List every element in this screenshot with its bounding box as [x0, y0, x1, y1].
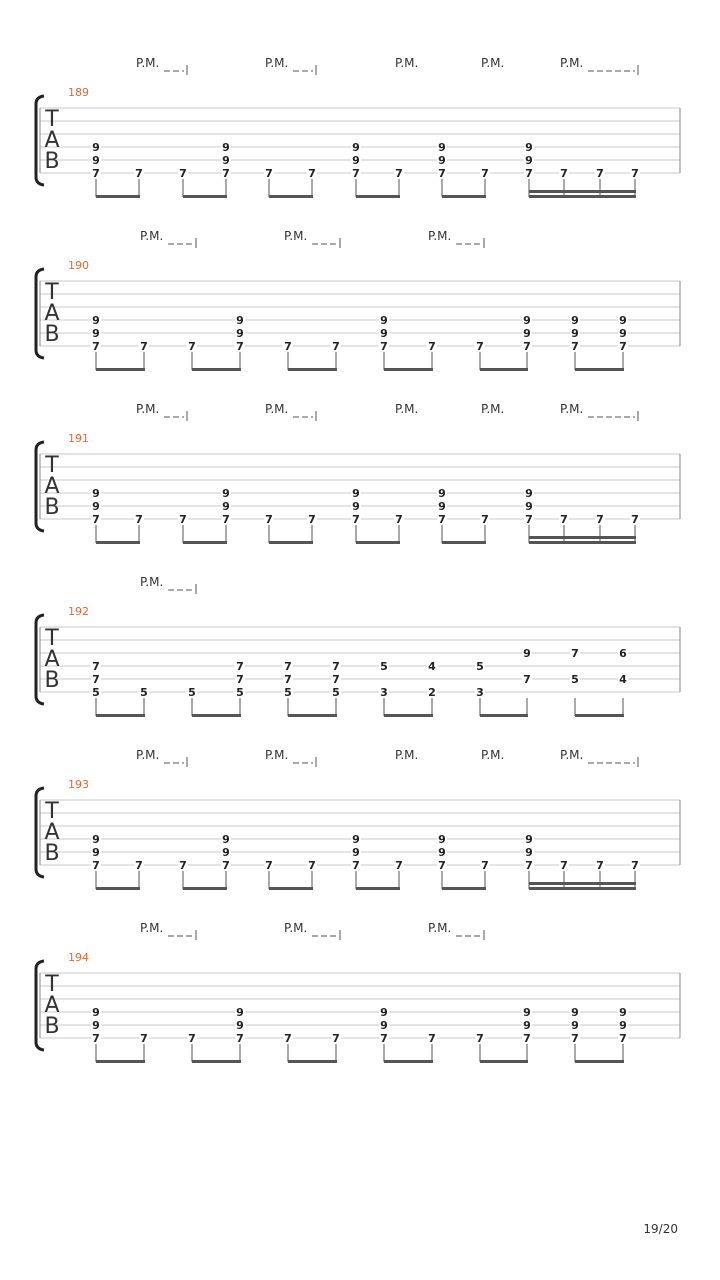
tab-clef-letter: B	[44, 841, 60, 866]
tab-clef-letter: A	[44, 820, 60, 845]
tab-clef-letter: B	[44, 322, 60, 347]
fret-number: 7	[380, 1032, 388, 1045]
fret-number: 7	[265, 167, 273, 180]
palm-mute-label: P.M.	[265, 748, 289, 762]
palm-mute-label: P.M.	[481, 748, 505, 762]
fret-number: 7	[438, 859, 446, 872]
beam	[442, 887, 486, 890]
tab-clef-letter: T	[45, 626, 59, 651]
measure-number: 191	[68, 432, 89, 445]
fret-number: 9	[525, 500, 533, 513]
fret-number: 7	[179, 513, 187, 526]
beam	[183, 541, 227, 544]
beam	[529, 536, 636, 539]
fret-number: 7	[596, 513, 604, 526]
palm-mute-label: P.M.	[395, 402, 419, 416]
fret-number: 9	[352, 487, 360, 500]
measure-number: 192	[68, 605, 89, 618]
tab-clef-letter: B	[44, 149, 60, 174]
fret-number: 9	[92, 327, 100, 340]
fret-number: 9	[523, 647, 531, 660]
fret-number: 7	[352, 513, 360, 526]
fret-number: 7	[631, 859, 639, 872]
palm-mute-label: P.M.	[140, 229, 164, 243]
palm-mute-label: P.M.	[560, 748, 584, 762]
fret-number: 7	[481, 167, 489, 180]
tab-system-191	[36, 402, 680, 544]
beam	[356, 541, 400, 544]
beam	[269, 887, 313, 890]
fret-number: 7	[631, 513, 639, 526]
tab-clef-letter: B	[44, 1014, 60, 1039]
beam	[288, 1060, 337, 1063]
tab-clef-letter: T	[45, 799, 59, 824]
fret-number: 7	[438, 513, 446, 526]
tab-system-193	[36, 748, 680, 890]
fret-number: 3	[380, 686, 388, 699]
fret-number: 9	[525, 846, 533, 859]
palm-mute-label: P.M.	[428, 229, 452, 243]
beam	[575, 714, 624, 717]
fret-number: 7	[560, 167, 568, 180]
fret-number: 9	[571, 1019, 579, 1032]
palm-mute-label: P.M.	[284, 921, 308, 935]
fret-number: 9	[438, 487, 446, 500]
fret-number: 7	[135, 859, 143, 872]
beam	[96, 368, 145, 371]
beam	[384, 1060, 433, 1063]
beam	[192, 1060, 241, 1063]
fret-number: 9	[92, 1019, 100, 1032]
fret-number: 7	[284, 673, 292, 686]
fret-number: 7	[92, 1032, 100, 1045]
fret-number: 7	[222, 859, 230, 872]
fret-number: 9	[352, 154, 360, 167]
fret-number: 9	[222, 141, 230, 154]
beam	[529, 887, 636, 890]
fret-number: 9	[525, 154, 533, 167]
beam	[575, 1060, 624, 1063]
fret-number: 9	[92, 154, 100, 167]
fret-number: 7	[284, 1032, 292, 1045]
fret-number: 7	[525, 167, 533, 180]
beam	[183, 887, 227, 890]
beam	[356, 195, 400, 198]
fret-number: 9	[92, 314, 100, 327]
beam	[96, 1060, 145, 1063]
tab-clef-letter: T	[45, 280, 59, 305]
tab-clef-letter: B	[44, 495, 60, 520]
measure-number: 194	[68, 951, 89, 964]
fret-number: 9	[380, 1006, 388, 1019]
tab-clef-letter: A	[44, 301, 60, 326]
beam	[269, 541, 313, 544]
fret-number: 9	[525, 487, 533, 500]
fret-number: 7	[332, 1032, 340, 1045]
fret-number: 7	[284, 660, 292, 673]
fret-number: 7	[523, 340, 531, 353]
tab-clef-letter: T	[45, 972, 59, 997]
tab-system-192	[36, 575, 680, 717]
beam	[442, 541, 486, 544]
palm-mute-label: P.M.	[395, 56, 419, 70]
fret-number: 9	[222, 500, 230, 513]
fret-number: 6	[619, 647, 627, 660]
fret-number: 9	[619, 327, 627, 340]
beam	[480, 714, 528, 717]
fret-number: 7	[188, 340, 196, 353]
fret-number: 9	[438, 500, 446, 513]
tab-clef-letter: T	[45, 107, 59, 132]
tab-clef-letter: T	[45, 453, 59, 478]
beam	[480, 1060, 528, 1063]
fret-number: 7	[284, 340, 292, 353]
beam	[96, 541, 140, 544]
fret-number: 5	[140, 686, 148, 699]
fret-number: 7	[308, 513, 316, 526]
beam	[288, 714, 337, 717]
fret-number: 7	[571, 340, 579, 353]
page-number: 19/20	[643, 1222, 678, 1236]
fret-number: 7	[523, 673, 531, 686]
measure-number: 190	[68, 259, 89, 272]
fret-number: 7	[92, 513, 100, 526]
fret-number: 7	[308, 167, 316, 180]
fret-number: 7	[92, 859, 100, 872]
fret-number: 7	[332, 660, 340, 673]
fret-number: 7	[395, 513, 403, 526]
beam	[480, 368, 528, 371]
tab-clef-letter: A	[44, 474, 60, 499]
fret-number: 7	[352, 167, 360, 180]
palm-mute-label: P.M.	[140, 921, 164, 935]
fret-number: 9	[523, 327, 531, 340]
fret-number: 5	[476, 660, 484, 673]
fret-number: 9	[236, 327, 244, 340]
palm-mute-label: P.M.	[140, 575, 164, 589]
fret-number: 7	[92, 340, 100, 353]
fret-number: 7	[92, 673, 100, 686]
fret-number: 3	[476, 686, 484, 699]
fret-number: 7	[395, 859, 403, 872]
fret-number: 9	[92, 846, 100, 859]
beam	[529, 195, 636, 198]
palm-mute-label: P.M.	[395, 748, 419, 762]
fret-number: 9	[352, 833, 360, 846]
beam	[356, 887, 400, 890]
fret-number: 7	[525, 513, 533, 526]
palm-mute-label: P.M.	[265, 56, 289, 70]
fret-number: 9	[222, 487, 230, 500]
tab-system-189	[36, 56, 680, 198]
fret-number: 9	[236, 314, 244, 327]
beam	[529, 541, 636, 544]
fret-number: 9	[380, 314, 388, 327]
palm-mute-label: P.M.	[136, 748, 160, 762]
fret-number: 7	[179, 167, 187, 180]
fret-number: 9	[619, 314, 627, 327]
fret-number: 5	[284, 686, 292, 699]
fret-number: 4	[619, 673, 627, 686]
fret-number: 7	[596, 167, 604, 180]
beam	[529, 882, 636, 885]
fret-number: 7	[332, 673, 340, 686]
fret-number: 9	[222, 846, 230, 859]
fret-number: 7	[236, 340, 244, 353]
fret-number: 7	[631, 167, 639, 180]
fret-number: 7	[236, 1032, 244, 1045]
fret-number: 9	[92, 487, 100, 500]
beam	[575, 368, 624, 371]
fret-number: 9	[92, 500, 100, 513]
fret-number: 7	[596, 859, 604, 872]
fret-number: 9	[222, 154, 230, 167]
fret-number: 7	[560, 859, 568, 872]
fret-number: 7	[308, 859, 316, 872]
fret-number: 5	[236, 686, 244, 699]
tab-clef-letter: A	[44, 647, 60, 672]
fret-number: 7	[380, 340, 388, 353]
fret-number: 5	[380, 660, 388, 673]
fret-number: 9	[571, 327, 579, 340]
palm-mute-label: P.M.	[284, 229, 308, 243]
fret-number: 9	[523, 314, 531, 327]
fret-number: 7	[222, 167, 230, 180]
fret-number: 9	[438, 141, 446, 154]
palm-mute-label: P.M.	[560, 56, 584, 70]
fret-number: 7	[395, 167, 403, 180]
fret-number: 9	[523, 1006, 531, 1019]
fret-number: 9	[525, 833, 533, 846]
tab-clef-letter: A	[44, 993, 60, 1018]
fret-number: 7	[92, 660, 100, 673]
beam	[192, 368, 241, 371]
beam	[442, 195, 486, 198]
fret-number: 7	[560, 513, 568, 526]
fret-number: 9	[438, 846, 446, 859]
fret-number: 9	[222, 833, 230, 846]
fret-number: 7	[265, 513, 273, 526]
palm-mute-label: P.M.	[136, 56, 160, 70]
tab-clef-letter: A	[44, 128, 60, 153]
beam	[183, 195, 227, 198]
palm-mute-label: P.M.	[481, 402, 505, 416]
fret-number: 7	[428, 1032, 436, 1045]
fret-number: 9	[523, 1019, 531, 1032]
tab-clef-letter: B	[44, 668, 60, 693]
fret-number: 7	[476, 1032, 484, 1045]
fret-number: 9	[352, 846, 360, 859]
fret-number: 5	[92, 686, 100, 699]
fret-number: 9	[352, 141, 360, 154]
beam	[384, 714, 433, 717]
fret-number: 7	[481, 859, 489, 872]
measure-number: 189	[68, 86, 89, 99]
fret-number: 7	[188, 1032, 196, 1045]
palm-mute-label: P.M.	[560, 402, 584, 416]
fret-number: 7	[571, 647, 579, 660]
fret-number: 7	[332, 340, 340, 353]
fret-number: 9	[438, 154, 446, 167]
fret-number: 9	[525, 141, 533, 154]
fret-number: 7	[265, 859, 273, 872]
fret-number: 9	[352, 500, 360, 513]
fret-number: 7	[476, 340, 484, 353]
fret-number: 7	[92, 167, 100, 180]
tab-system-190	[36, 229, 680, 371]
fret-number: 7	[525, 859, 533, 872]
fret-number: 7	[222, 513, 230, 526]
beam	[96, 195, 140, 198]
beam	[96, 714, 145, 717]
fret-number: 7	[179, 859, 187, 872]
fret-number: 7	[428, 340, 436, 353]
fret-number: 9	[619, 1006, 627, 1019]
fret-number: 9	[92, 1006, 100, 1019]
fret-number: 7	[481, 513, 489, 526]
fret-number: 5	[571, 673, 579, 686]
fret-number: 5	[188, 686, 196, 699]
fret-number: 7	[135, 167, 143, 180]
fret-number: 9	[380, 1019, 388, 1032]
beam	[529, 190, 636, 193]
fret-number: 9	[236, 1006, 244, 1019]
fret-number: 7	[438, 167, 446, 180]
fret-number: 9	[92, 141, 100, 154]
palm-mute-label: P.M.	[265, 402, 289, 416]
fret-number: 4	[428, 660, 436, 673]
fret-number: 9	[571, 314, 579, 327]
fret-number: 7	[135, 513, 143, 526]
fret-number: 9	[438, 833, 446, 846]
fret-number: 7	[619, 1032, 627, 1045]
fret-number: 7	[352, 859, 360, 872]
fret-number: 9	[92, 833, 100, 846]
palm-mute-label: P.M.	[136, 402, 160, 416]
beam	[384, 368, 433, 371]
fret-number: 2	[428, 686, 436, 699]
palm-mute-label: P.M.	[428, 921, 452, 935]
beam	[269, 195, 313, 198]
fret-number: 7	[236, 660, 244, 673]
fret-number: 9	[571, 1006, 579, 1019]
fret-number: 9	[619, 1019, 627, 1032]
tab-system-194	[36, 921, 680, 1063]
fret-number: 7	[571, 1032, 579, 1045]
fret-number: 7	[619, 340, 627, 353]
fret-number: 5	[332, 686, 340, 699]
beam	[96, 887, 140, 890]
fret-number: 7	[140, 1032, 148, 1045]
palm-mute-label: P.M.	[481, 56, 505, 70]
fret-number: 9	[380, 327, 388, 340]
fret-number: 7	[140, 340, 148, 353]
measure-number: 193	[68, 778, 89, 791]
fret-number: 7	[236, 673, 244, 686]
fret-number: 9	[236, 1019, 244, 1032]
beam	[288, 368, 337, 371]
fret-number: 7	[523, 1032, 531, 1045]
beam	[192, 714, 241, 717]
